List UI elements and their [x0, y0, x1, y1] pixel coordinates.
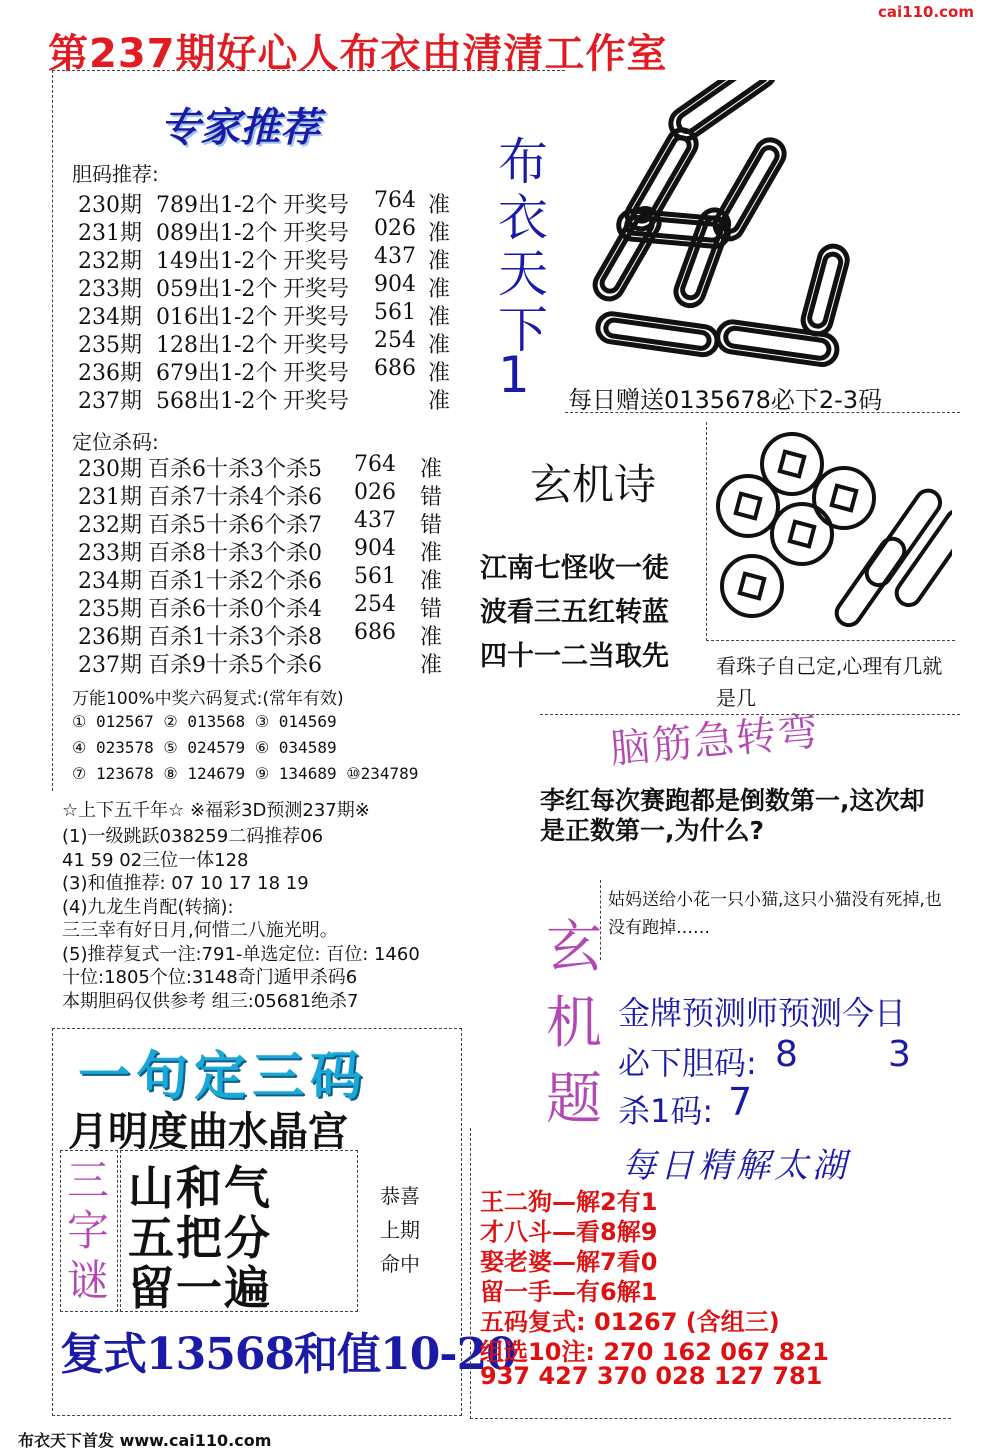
- site-url[interactable]: cai110.com: [878, 3, 974, 21]
- predict-line: (5)推荐复式一注:791-单选定位: 百位: 1460: [62, 943, 420, 965]
- dan-issue: 234期: [78, 305, 142, 330]
- predict-line: (3)和值推荐: 07 10 17 18 19: [62, 873, 309, 894]
- dan-pick: 016出1-2个: [156, 305, 278, 330]
- page-title: 第237期好心人布衣由清清工作室: [48, 31, 668, 77]
- dan-num: 437: [374, 244, 416, 269]
- dan-res: 准: [428, 333, 451, 358]
- dan-res: 准: [428, 277, 451, 302]
- kill-pick: 百杀6十杀0个杀4: [148, 597, 322, 622]
- taihu-line: 五码复式: 01267 (含组三): [480, 1308, 780, 1336]
- dan-pick: 149出1-2个: [156, 249, 278, 274]
- dan-issue: 231期: [78, 221, 142, 246]
- dan-label: 胆码推荐:: [72, 162, 159, 186]
- sanzi-line-1: 山和气: [128, 1161, 272, 1215]
- kill-num: 764: [354, 452, 396, 477]
- beads-coins-graphic: [712, 426, 952, 636]
- dan-pick: 679出1-2个: [156, 361, 278, 386]
- dan-issue: 236期: [78, 361, 142, 386]
- gold-dan-b: 3: [888, 1034, 911, 1075]
- kill-res: 准: [420, 625, 443, 650]
- seven-segment-digit-graphic: [590, 80, 910, 380]
- kill-pick: 百杀9十杀5个杀6: [148, 653, 322, 678]
- dan-label: 开奖号: [283, 249, 350, 274]
- kill-pick: 百杀8十杀3个杀0: [148, 541, 322, 566]
- dan-res: 准: [428, 389, 451, 414]
- dan-res: 准: [428, 249, 451, 274]
- dan-num: 904: [374, 272, 416, 297]
- kill-issue: 231期: [78, 485, 142, 510]
- dan-pick: 789出1-2个: [156, 193, 278, 218]
- poem-title: 玄机诗: [530, 460, 657, 509]
- predict-line: 三三幸有好日月,何惜二八施光明。: [62, 920, 338, 941]
- dan-res: 准: [428, 305, 451, 330]
- six-label: 万能100%中奖六码复式:(常年有效): [72, 689, 344, 709]
- sanzi-note-3: 命中: [380, 1252, 420, 1276]
- segment-top: [665, 80, 781, 145]
- kill-res: 准: [420, 653, 443, 678]
- six-line-3: ⑦ 123678 ⑧ 124679 ⑨ 134689 ⑩234789: [72, 764, 419, 783]
- gold-dan-a: 8: [775, 1034, 798, 1075]
- dan-num: 686: [374, 356, 416, 381]
- taihu-title: 每日精解太湖: [622, 1146, 850, 1186]
- dan-label: 开奖号: [283, 333, 350, 358]
- daily-gift: 每日赠送0135678必下2-3码: [568, 386, 883, 414]
- buyi-char: 天: [498, 245, 548, 303]
- dan-pick: 128出1-2个: [156, 333, 278, 358]
- brain-question: 李红每次赛跑都是倒数第一,这次却是正数第一,为什么?: [540, 786, 925, 845]
- kill-issue: 236期: [78, 625, 142, 650]
- dan-num: 561: [374, 300, 416, 325]
- xuanji-label: 玄机题: [546, 915, 602, 1132]
- dan-num: 764: [374, 188, 416, 213]
- dan-issue: 233期: [78, 277, 142, 302]
- buyi-char: 布: [498, 133, 548, 191]
- kill-issue: 232期: [78, 513, 142, 538]
- sanzi-line-2: 五把分: [128, 1211, 272, 1265]
- kill-issue: 235期: [78, 597, 142, 622]
- predict-line: 十位:1805个位:3148奇门遁甲杀码6: [62, 967, 358, 988]
- poem-line-1: 江南七怪收一徒: [480, 553, 669, 584]
- dan-res: 准: [428, 193, 451, 218]
- brain-title: 脑筋急转弯: [608, 708, 822, 773]
- dan-res: 准: [428, 361, 451, 386]
- footer-credit: 布衣天下首发 www.cai110.com: [18, 1431, 272, 1450]
- predict-line: (4)九龙生肖配(转摘):: [62, 896, 234, 918]
- kill-num: 254: [354, 592, 396, 617]
- six-line-2: ④ 023578 ⑤ 024579 ⑥ 034589: [72, 738, 337, 757]
- dan-label: 开奖号: [283, 389, 350, 414]
- dan-res: 准: [428, 221, 451, 246]
- kill-pick: 百杀6十杀3个杀5: [148, 457, 322, 482]
- kill-issue: 230期: [78, 457, 142, 482]
- taihu-line: 才八斗—看8解9: [480, 1218, 658, 1246]
- gold-title: 金牌预测师预测今日: [618, 994, 907, 1032]
- kill-num: 561: [354, 564, 396, 589]
- dan-label: 开奖号: [283, 277, 350, 302]
- sanzi-note-2: 上期: [380, 1218, 420, 1242]
- gold-kill-val: 7: [728, 1080, 753, 1124]
- taihu-line: 留一手—有6解1: [480, 1278, 658, 1306]
- sanzi-note-1: 恭喜: [380, 1184, 420, 1208]
- kill-res: 准: [420, 541, 443, 566]
- kill-num: 904: [354, 536, 396, 561]
- segment-bottom: [596, 312, 719, 356]
- kill-pick: 百杀7十杀4个杀6: [148, 485, 322, 510]
- buyi-char: 衣: [498, 189, 548, 247]
- poem-line-3: 四十一二当取先: [480, 641, 669, 672]
- kill-res: 错: [420, 485, 443, 510]
- kill-pick: 百杀5十杀6个杀7: [148, 513, 322, 538]
- taihu-line: 娶老婆—解7看0: [480, 1248, 658, 1276]
- dan-pick: 089出1-2个: [156, 221, 278, 246]
- taihu-line: 937 427 370 028 127 781: [480, 1362, 823, 1390]
- dan-pick: 568出1-2个: [156, 389, 278, 414]
- dan-issue: 230期: [78, 193, 142, 218]
- predict-line: 41 59 02三位一体128: [62, 849, 249, 871]
- yiju-heading: 一句定三码: [78, 1046, 369, 1107]
- xuanji-question: 姑妈送给小花一只小猫,这只小猫没有死掉,也没有跑掉……: [608, 890, 942, 938]
- dan-pick: 059出1-2个: [156, 277, 278, 302]
- yiju-line: 月明度曲水晶宫: [68, 1109, 348, 1155]
- predict-line: 本期胆码仅供参考 组三:05681绝杀7: [62, 990, 359, 1012]
- segment-far-right: [800, 243, 850, 337]
- expert-heading: 专家推荐: [160, 105, 320, 151]
- sanzi-line-3: 留一遍: [128, 1261, 272, 1315]
- dan-num: 254: [374, 328, 416, 353]
- predict-header: ☆上下五千年☆ ※福彩3D预测237期※: [62, 800, 370, 821]
- fushi-line: 复式13568和值10-20: [60, 1329, 516, 1380]
- dan-label: 开奖号: [283, 361, 350, 386]
- predict-line: (1)一级跳跃038259二码推荐06: [62, 826, 324, 847]
- poem-note: 看珠子自己定,心理有几就是几: [716, 654, 943, 710]
- buyi-char: 下: [498, 301, 548, 359]
- gold-dan-label: 必下胆码:: [618, 1044, 757, 1082]
- kill-res: 准: [420, 457, 443, 482]
- kill-label: 定位杀码:: [72, 430, 159, 454]
- kill-issue: 234期: [78, 569, 142, 594]
- taihu-line: 王二狗—解2有1: [480, 1188, 658, 1216]
- kill-num: 437: [354, 508, 396, 533]
- dan-issue: 237期: [78, 389, 142, 414]
- kill-num: 686: [354, 620, 396, 645]
- kill-res: 错: [420, 597, 443, 622]
- dan-label: 开奖号: [283, 305, 350, 330]
- poem-line-2: 波看三五红转蓝: [480, 597, 669, 628]
- taihu-line: 组选10注: 270 162 067 821: [480, 1338, 829, 1366]
- dan-label: 开奖号: [283, 221, 350, 246]
- gold-kill-label: 杀1码:: [618, 1092, 714, 1130]
- kill-issue: 233期: [78, 541, 142, 566]
- dan-label: 开奖号: [283, 193, 350, 218]
- kill-pick: 百杀1十杀3个杀8: [148, 625, 322, 650]
- kill-issue: 237期: [78, 653, 142, 678]
- kill-res: 错: [420, 513, 443, 538]
- kill-pick: 百杀1十杀2个杀6: [148, 569, 322, 594]
- six-line-1: ① 012567 ② 013568 ③ 014569: [72, 712, 337, 731]
- buyi-char: 1: [498, 346, 530, 404]
- dan-issue: 235期: [78, 333, 142, 358]
- dan-issue: 232期: [78, 249, 142, 274]
- sanzi-label: 三字谜: [66, 1156, 109, 1305]
- kill-num: 026: [354, 480, 396, 505]
- kill-res: 准: [420, 569, 443, 594]
- dan-num: 026: [374, 216, 416, 241]
